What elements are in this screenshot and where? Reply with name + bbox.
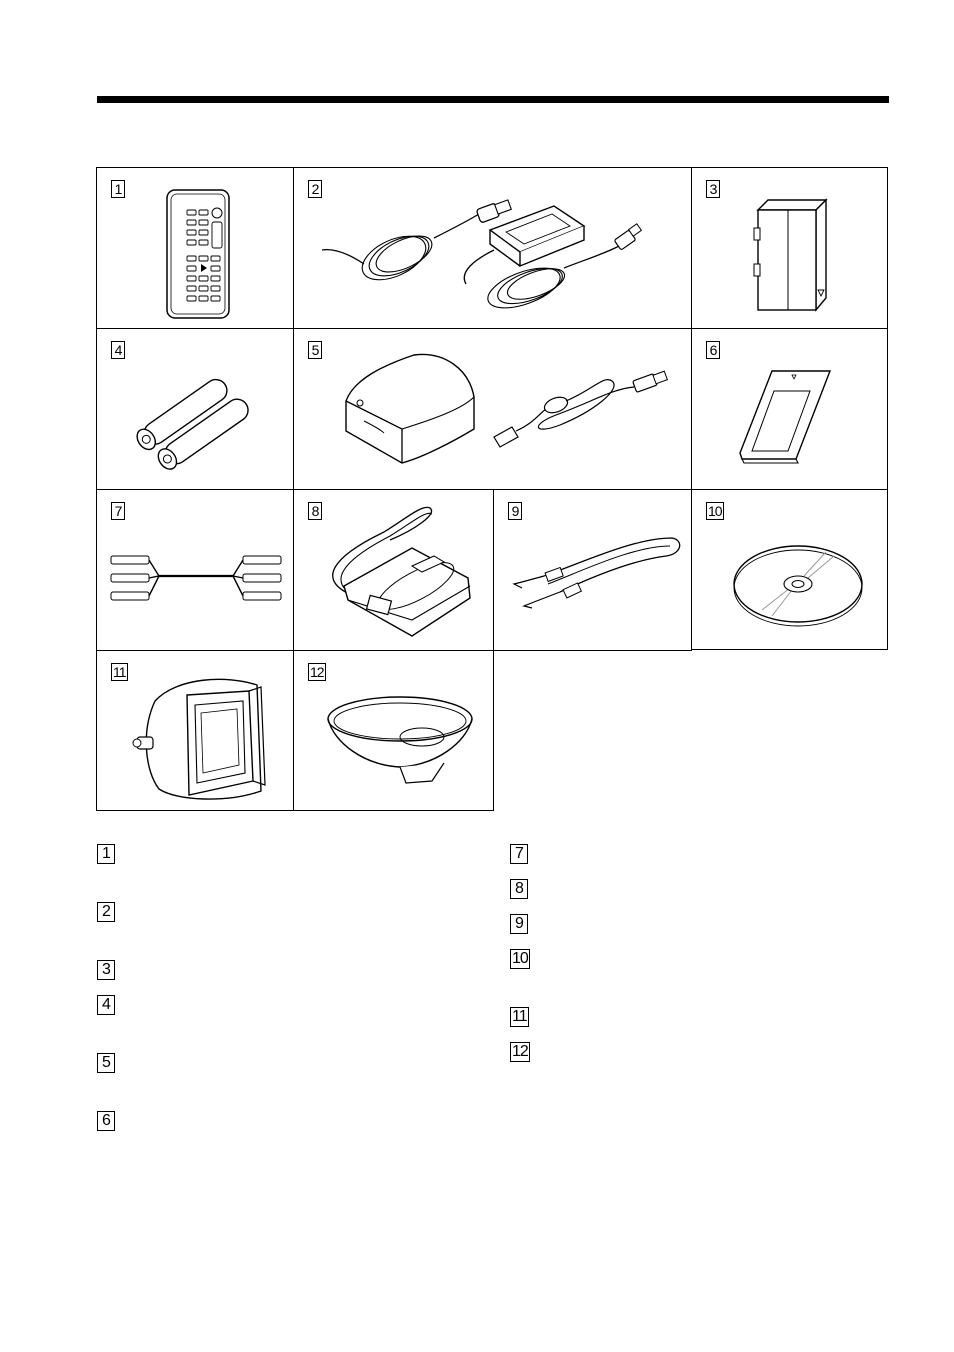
item-cell-11 — [96, 650, 294, 811]
list-number-12: 12 — [512, 1043, 528, 1060]
item-cell-1 — [96, 167, 294, 329]
item-number: 6 — [706, 341, 720, 359]
list-number-11: 11 — [512, 1008, 527, 1025]
list-number-2: 2 — [97, 902, 115, 922]
list-number-1: 1 — [97, 844, 115, 864]
item-cell-6 — [691, 328, 888, 490]
item-cell-2 — [293, 167, 692, 329]
list-number-7: 7 — [510, 844, 528, 864]
item-number: 2 — [308, 180, 322, 198]
eyecup-icon — [294, 651, 495, 812]
av-connecting-cable-icon — [97, 490, 295, 652]
item-number: 12 — [310, 664, 324, 680]
aa-batteries-icon — [97, 329, 295, 491]
item-number: 9 — [508, 502, 522, 520]
usb-reader-writer-icon — [294, 329, 693, 491]
shoulder-strap-icon — [494, 490, 693, 652]
item-number: 5 — [308, 341, 322, 359]
list-number-9: 9 — [510, 914, 528, 934]
cd-rom-icon — [692, 490, 889, 651]
list-number-6: 6 — [97, 1111, 115, 1131]
list-number-4: 4 — [97, 995, 115, 1015]
list-number-3: 3 — [97, 960, 115, 980]
item-number: 11 — [113, 664, 126, 680]
item-cell-5 — [293, 328, 692, 490]
item-number: 7 — [111, 502, 125, 520]
list-number-5: 5 — [97, 1053, 115, 1073]
item-cell-9 — [493, 489, 692, 651]
list-number-10: 10 — [512, 950, 528, 967]
item-number: 1 — [111, 180, 125, 198]
remote-commander-icon — [97, 168, 295, 330]
item-cell-12 — [293, 650, 494, 811]
lens-hood-icon — [97, 651, 295, 812]
item-number: 8 — [308, 502, 322, 520]
battery-pack-icon — [692, 168, 889, 330]
item-cell-4 — [96, 328, 294, 490]
list-number-8: 8 — [510, 879, 528, 899]
memory-stick-case-icon — [294, 490, 495, 652]
item-cell-3 — [691, 167, 888, 329]
item-number: 4 — [111, 341, 125, 359]
item-cell-8 — [293, 489, 494, 651]
item-cell-7 — [96, 489, 294, 651]
item-cell-10 — [691, 489, 888, 650]
ac-adaptor-icon — [294, 168, 693, 330]
memory-stick-icon — [692, 329, 889, 491]
item-number: 3 — [706, 180, 720, 198]
header-rule — [97, 96, 889, 103]
item-number: 10 — [708, 503, 722, 519]
